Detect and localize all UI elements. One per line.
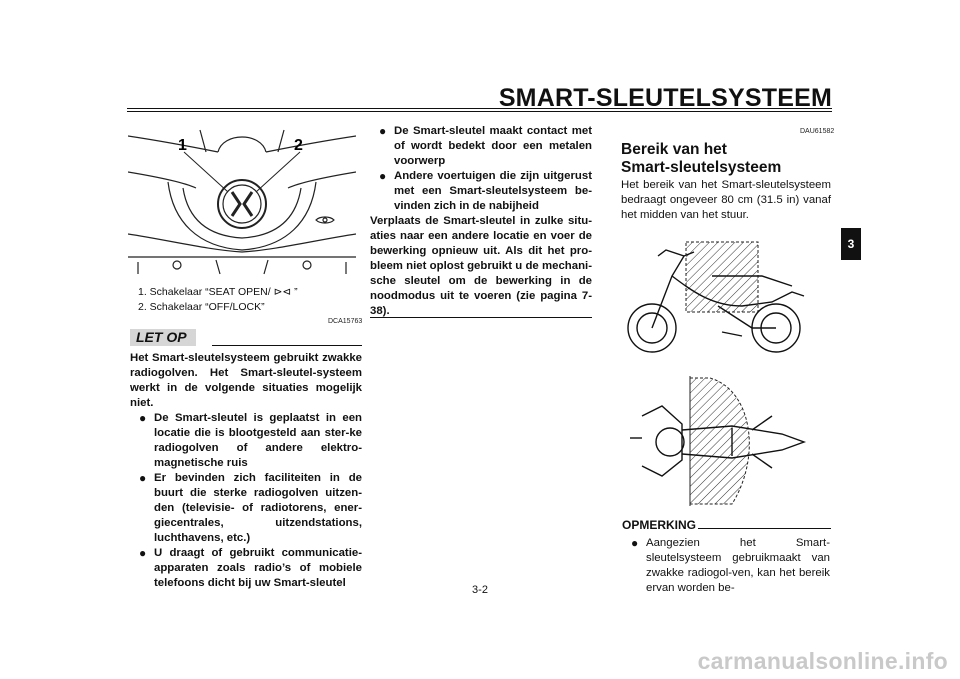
bullet-text: Er bevinden zich faciliteiten in de buurt die sterke radiogolven uitzen-den (televisie- of radiotorens, ener-giecentrales, uitzendstations, luchthavens, etc.) xyxy=(154,472,362,544)
caution-bullet xyxy=(370,124,592,169)
bullet-dot-icon: ● xyxy=(379,124,387,138)
bullet-text: De Smart-sleutel maakt contact met of wordt bedekt door een metalen voorwerp xyxy=(394,125,592,167)
note-bullet-text: Aangezien het Smart-sleutelsysteem gebruikmaakt van zwakke radiogol-ven, kan het bereik ervan worden be- xyxy=(646,537,830,594)
chapter-tab: 3 xyxy=(841,228,861,260)
caution-end-rule xyxy=(370,317,592,318)
bullet-text: De Smart-sleutel is geplaatst in een locatie die is blootgesteld aan ster-ke radiogolven of andere elektro-magnetische ruis xyxy=(154,412,362,469)
callout-1: 1 xyxy=(178,137,187,154)
caution-label: LET OP xyxy=(130,329,196,346)
bullet-dot-icon: ● xyxy=(139,546,147,560)
caption-1: 1. Schakelaar “SEAT OPEN/ ⊳⊲ ” xyxy=(138,286,298,298)
section-code: DAU61582 xyxy=(800,128,835,135)
figure-code: DCA15763 xyxy=(328,318,363,325)
caution-intro: Het Smart-sleutelsysteem gebruikt zwakke radiogolven. Het Smart-sleutel-systeem werkt in de volgende situaties mogelijk niet. xyxy=(130,352,362,409)
callout-2: 2 xyxy=(294,137,303,154)
switch-illustration xyxy=(128,122,356,282)
range-text: Het bereik van het Smart-sleutelsysteem bedraagt ongeveer 80 cm (31.5 in) vanaf het midden van het stuur. xyxy=(621,179,831,221)
bullet-dot-icon: ● xyxy=(631,536,639,550)
heading-line-2: Smart-sleutelsysteem xyxy=(621,159,782,176)
bullet-dot-icon: ● xyxy=(139,471,147,485)
caution-rule xyxy=(212,345,362,346)
header-rule xyxy=(127,108,832,109)
watermark: carmanualsonline.info xyxy=(697,648,948,674)
note-rule xyxy=(698,528,831,529)
caution-bullet xyxy=(130,411,362,471)
caption-2: 2. Schakelaar “OFF/LOCK” xyxy=(138,301,265,313)
page-number: 3-2 xyxy=(472,584,488,596)
bullet-text: Andere voertuigen die zijn uitgerust met een Smart-sleutelsysteem be-vinden zich in de nabijheid xyxy=(394,170,592,212)
header-rule-thin xyxy=(127,111,832,112)
caution-column-2 xyxy=(370,124,592,319)
bullet-text: U draagt of gebruikt communicatie-apparaten zoals radio’s of mobiele telefoons dicht bij uw Smart-sleutel xyxy=(154,547,362,589)
bullet-dot-icon: ● xyxy=(139,411,147,425)
caution-closing: Verplaats de Smart-sleutel in zulke situ-aties naar een andere locatie en voer de bewerking opnieuw uit. Als dit het pro-bleem niet oplost gebruikt u de mechani-sche sleutel om de bewerking in de noodmodus uit te voeren (zie pagina 7-38). xyxy=(370,215,592,317)
caution-column-1 xyxy=(130,351,362,591)
bullet-dot-icon: ● xyxy=(379,169,387,183)
section-heading xyxy=(621,141,781,177)
caution-bullet xyxy=(130,471,362,546)
motorcycle-side-illustration xyxy=(622,236,810,360)
page-title: SMART-SLEUTELSYSTEEM xyxy=(498,84,832,112)
heading-line-1: Bereik van het xyxy=(621,141,727,158)
note-label: OPMERKING xyxy=(622,518,697,532)
motorcycle-top-illustration xyxy=(622,376,810,510)
caution-bullet xyxy=(370,169,592,214)
